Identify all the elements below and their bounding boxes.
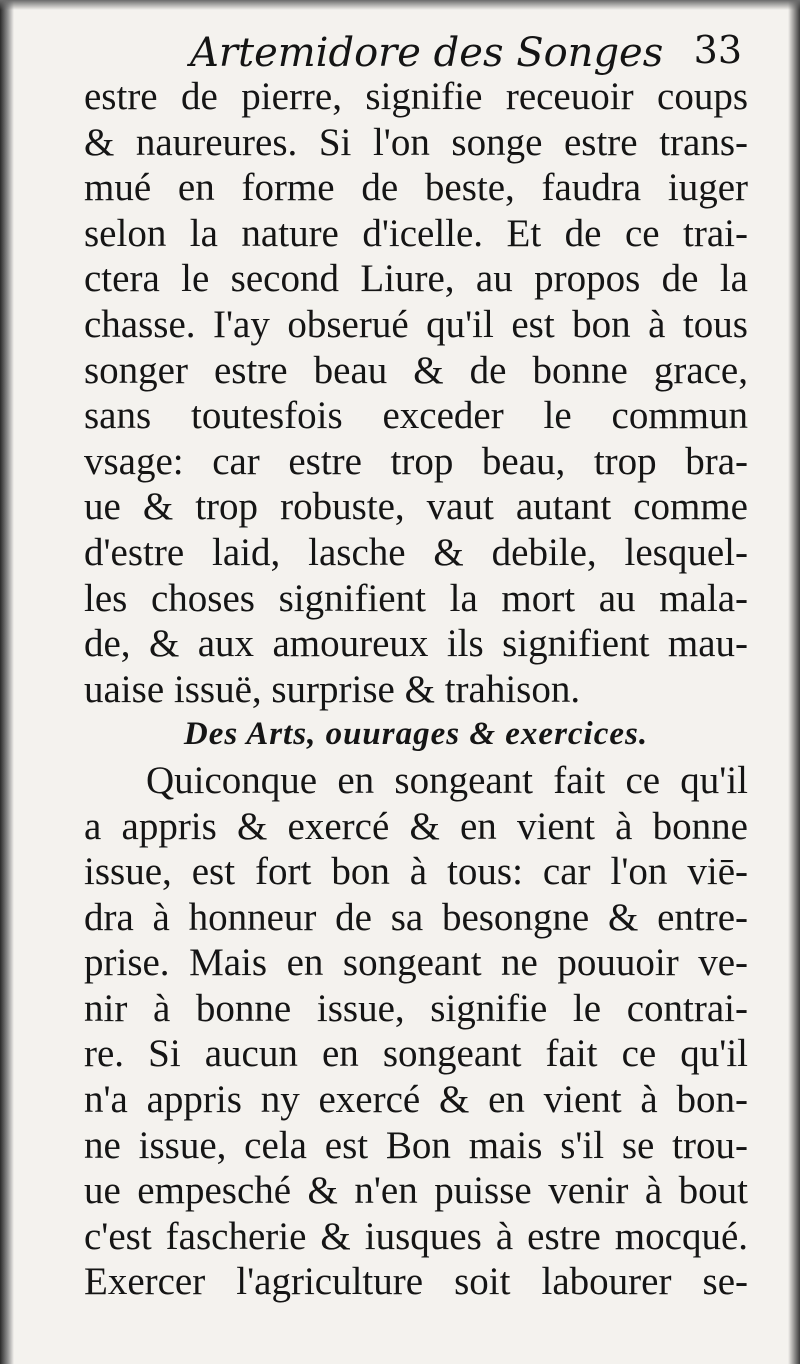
text-line: dra à honneur de sa besongne & entre- — [84, 895, 748, 939]
text-line: nir à bonne issue, signifie le contrai- — [84, 986, 748, 1030]
text-line: vsage: car estre trop beau, trop bra- — [84, 439, 748, 483]
text-line: issue, est fort bon à tous: car l'on viē- — [84, 850, 748, 894]
text-line: Quiconque en songeant fait ce qu'il — [146, 758, 748, 802]
text-line: ctera le second Liure, au propos de la — [84, 257, 748, 301]
text-body — [84, 74, 748, 1305]
section-heading: Des Arts, ouurages & exercices. — [183, 716, 649, 753]
text-line: & naureures. Si l'on songe estre trans- — [84, 120, 748, 164]
page-edge-shadow-top — [0, 0, 800, 10]
page-number: 33 — [693, 28, 742, 72]
text-line: ne issue, cela est Bon mais s'il se trou- — [84, 1123, 748, 1167]
text-line: d'estre laid, lasche & debile, lesquel- — [84, 530, 748, 574]
text-line: c'est fascherie & iusques à estre mocqué. — [84, 1214, 748, 1258]
text-line: re. Si aucun en songeant fait ce qu'il — [84, 1032, 748, 1076]
text-line: de, & aux amoureux ils signifient mau- — [84, 622, 748, 666]
text-line: uaise issuë, surprise & trahison. — [84, 667, 581, 711]
text-line: ue empesché & n'en puisse venir à bout — [84, 1169, 748, 1213]
text-line: prise. Mais en songeant ne pouuoir ve- — [84, 941, 748, 985]
text-line: a appris & exercé & en vient à bonne — [84, 804, 748, 848]
text-line: mué en forme de beste, faudra iuger — [84, 166, 748, 210]
text-line: selon la nature d'icelle. Et de ce trai- — [84, 211, 748, 255]
page-header — [0, 28, 800, 78]
text-line: estre de pierre, signifie receuoir coups — [84, 75, 748, 118]
text-line: sans toutesfois exceder le commun — [84, 394, 748, 438]
page-edge-shadow-left — [0, 0, 14, 1364]
text-line: Exercer l'agriculture soit labourer se- — [84, 1260, 748, 1304]
text-line: chasse. I'ay obserué qu'il est bon à tous — [84, 302, 748, 346]
text-line: songer estre beau & de bonne grace, — [84, 348, 748, 392]
text-line: n'a appris ny exercé & en vient à bon- — [84, 1078, 748, 1122]
text-line: les choses signifient la mort au mala- — [84, 576, 748, 620]
running-title: Artemidore des Songes — [190, 30, 664, 76]
text-line: ue & trop robuste, vaut autant comme — [84, 485, 748, 529]
page-edge-shadow-right — [788, 0, 800, 1364]
